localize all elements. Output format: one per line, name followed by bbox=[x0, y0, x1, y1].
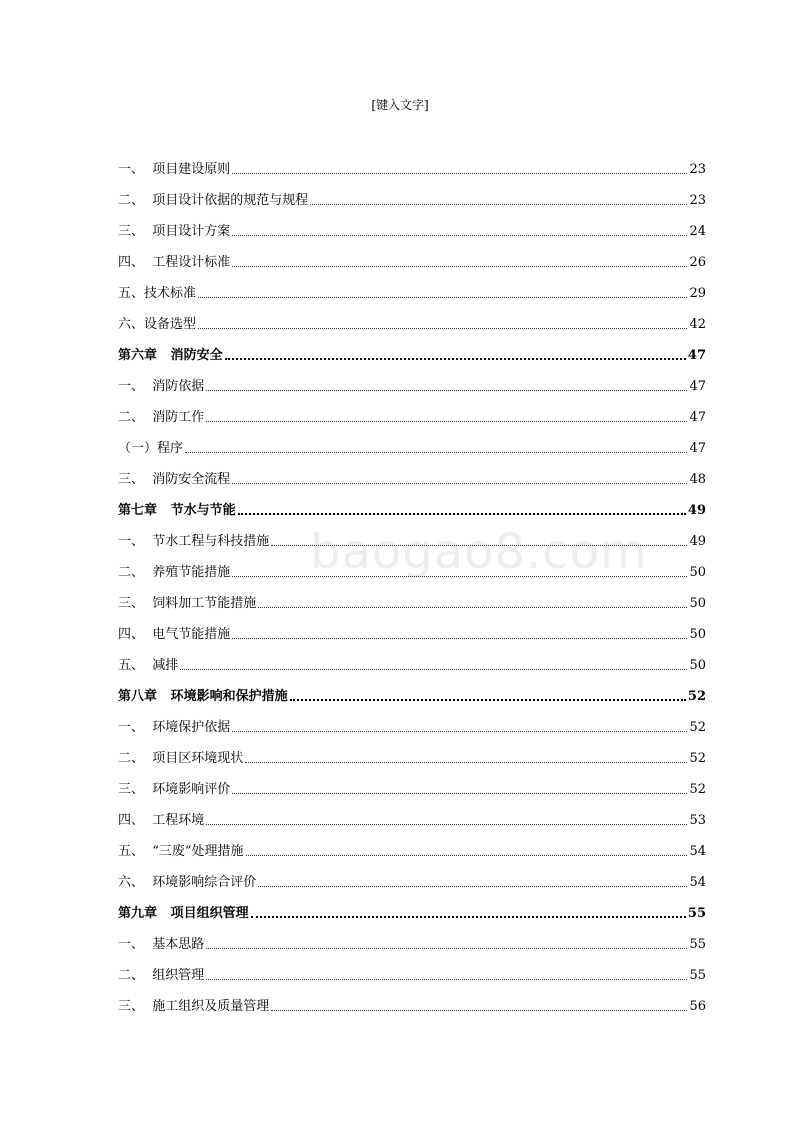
toc-entry-label: 六、 环境影响综合评价 bbox=[118, 875, 257, 890]
toc-leader-dots bbox=[271, 1009, 687, 1011]
toc-page-number: 50 bbox=[689, 658, 706, 673]
toc-entry-label: 三、 饲料加工节能措施 bbox=[118, 596, 257, 611]
toc-entry[interactable] bbox=[118, 581, 706, 612]
toc-entry-label: 五、 “三废”处理措施 bbox=[118, 844, 244, 859]
toc-entry[interactable] bbox=[118, 147, 706, 178]
toc-entry-label: 二、 组织管理 bbox=[118, 968, 205, 983]
toc-leader-dots bbox=[232, 234, 687, 236]
toc-leader-dots bbox=[251, 915, 686, 918]
toc-entry[interactable] bbox=[118, 767, 706, 798]
toc-chapter-entry[interactable] bbox=[118, 333, 706, 364]
toc-entry-label: 一、 项目建设原则 bbox=[118, 162, 231, 177]
toc-entry-label: 四、 工程设计标准 bbox=[118, 255, 231, 270]
toc-entry-label: 三、 施工组织及质量管理 bbox=[118, 999, 270, 1014]
toc-entry-label: 第八章 环境影响和保护措施 bbox=[118, 689, 288, 704]
toc-entry[interactable] bbox=[118, 984, 706, 1015]
toc-entry-label: （一）程序 bbox=[118, 441, 184, 456]
watermark: baogao8.com bbox=[310, 524, 648, 580]
toc-page-number: 42 bbox=[689, 317, 706, 332]
toc-entry[interactable] bbox=[118, 922, 706, 953]
toc-page-number: 54 bbox=[689, 875, 706, 890]
toc-leader-dots bbox=[310, 203, 687, 205]
toc-entry[interactable] bbox=[118, 705, 706, 736]
toc-page-number: 47 bbox=[687, 348, 706, 363]
toc-entry[interactable] bbox=[118, 457, 706, 488]
toc-page-number: 26 bbox=[689, 255, 706, 270]
toc-entry-label: 五、 减排 bbox=[118, 658, 179, 673]
toc-entry-label: 第九章 项目组织管理 bbox=[118, 906, 249, 921]
toc-chapter-entry[interactable] bbox=[118, 488, 706, 519]
toc-page-number: 50 bbox=[689, 565, 706, 580]
toc-entry[interactable] bbox=[118, 302, 706, 333]
toc-leader-dots bbox=[232, 172, 687, 174]
table-of-contents bbox=[118, 147, 706, 1015]
toc-page-number: 53 bbox=[689, 813, 706, 828]
toc-entry-label: 五、技术标准 bbox=[118, 286, 197, 301]
toc-leader-dots bbox=[232, 792, 687, 794]
toc-leader-dots bbox=[232, 482, 687, 484]
toc-entry[interactable] bbox=[118, 395, 706, 426]
toc-entry-label: 四、 工程环境 bbox=[118, 813, 205, 828]
toc-page-number: 23 bbox=[689, 193, 706, 208]
toc-leader-dots bbox=[206, 389, 687, 391]
toc-page-number: 56 bbox=[689, 999, 706, 1014]
toc-entry-label: 三、 项目设计方案 bbox=[118, 224, 231, 239]
toc-entry-label: 二、 养殖节能措施 bbox=[118, 565, 231, 580]
toc-entry-label: 一、 环境保护依据 bbox=[118, 720, 231, 735]
toc-page-number: 52 bbox=[687, 689, 706, 704]
toc-page-number: 52 bbox=[689, 720, 706, 735]
toc-leader-dots bbox=[180, 668, 687, 670]
toc-entry[interactable] bbox=[118, 519, 706, 550]
toc-entry[interactable] bbox=[118, 271, 706, 302]
toc-page-number: 52 bbox=[689, 751, 706, 766]
toc-entry[interactable] bbox=[118, 364, 706, 395]
toc-entry-label: 四、 电气节能措施 bbox=[118, 627, 231, 642]
toc-entry[interactable] bbox=[118, 426, 706, 457]
toc-entry[interactable] bbox=[118, 736, 706, 767]
toc-leader-dots bbox=[238, 512, 686, 515]
toc-entry-label: 一、 节水工程与科技措施 bbox=[118, 534, 270, 549]
toc-page-number: 47 bbox=[689, 379, 706, 394]
toc-leader-dots bbox=[185, 451, 687, 453]
toc-leader-dots bbox=[206, 420, 687, 422]
toc-leader-dots bbox=[290, 698, 686, 701]
toc-page-number: 47 bbox=[689, 410, 706, 425]
toc-leader-dots bbox=[198, 327, 687, 329]
toc-leader-dots bbox=[246, 854, 688, 856]
toc-entry-label: 六、设备选型 bbox=[118, 317, 197, 332]
toc-entry[interactable] bbox=[118, 798, 706, 829]
toc-entry[interactable] bbox=[118, 860, 706, 891]
toc-entry[interactable] bbox=[118, 953, 706, 984]
toc-leader-dots bbox=[232, 730, 687, 732]
toc-entry[interactable] bbox=[118, 209, 706, 240]
toc-leader-dots bbox=[198, 296, 687, 298]
toc-leader-dots bbox=[232, 575, 687, 577]
toc-leader-dots bbox=[258, 885, 687, 887]
toc-entry-label: 一、 消防依据 bbox=[118, 379, 205, 394]
toc-leader-dots bbox=[232, 637, 687, 639]
toc-leader-dots bbox=[206, 823, 687, 825]
toc-entry[interactable] bbox=[118, 829, 706, 860]
toc-page-number: 52 bbox=[689, 782, 706, 797]
toc-page-number: 55 bbox=[689, 968, 706, 983]
toc-leader-dots bbox=[225, 357, 686, 360]
toc-leader-dots bbox=[258, 606, 687, 608]
toc-leader-dots bbox=[206, 947, 687, 949]
toc-chapter-entry[interactable] bbox=[118, 674, 706, 705]
toc-page-number: 48 bbox=[689, 472, 706, 487]
toc-entry[interactable] bbox=[118, 178, 706, 209]
toc-entry-label: 二、 项目设计依据的规范与规程 bbox=[118, 193, 309, 208]
toc-entry[interactable] bbox=[118, 550, 706, 581]
toc-entry[interactable] bbox=[118, 240, 706, 271]
toc-entry-label: 三、 环境影响评价 bbox=[118, 782, 231, 797]
toc-leader-dots bbox=[232, 265, 687, 267]
toc-page-number: 54 bbox=[689, 844, 706, 859]
toc-entry-label: 一、 基本思路 bbox=[118, 937, 205, 952]
toc-page-number: 55 bbox=[689, 937, 706, 952]
toc-chapter-entry[interactable] bbox=[118, 891, 706, 922]
toc-page-number: 49 bbox=[689, 534, 706, 549]
toc-entry-label: 第六章 消防安全 bbox=[118, 348, 223, 363]
toc-page-number: 55 bbox=[687, 906, 706, 921]
toc-entry[interactable] bbox=[118, 643, 706, 674]
toc-entry-label: 二、 项目区环境现状 bbox=[118, 751, 244, 766]
toc-page-number: 24 bbox=[689, 224, 706, 239]
toc-leader-dots bbox=[271, 544, 687, 546]
toc-leader-dots bbox=[206, 978, 687, 980]
toc-entry-label: 三、 消防安全流程 bbox=[118, 472, 231, 487]
toc-page-number: 50 bbox=[689, 596, 706, 611]
toc-page-number: 23 bbox=[689, 162, 706, 177]
toc-page-number: 29 bbox=[689, 286, 706, 301]
toc-entry-label: 二、 消防工作 bbox=[118, 410, 205, 425]
toc-entry[interactable] bbox=[118, 612, 706, 643]
toc-entry-label: 第七章 节水与节能 bbox=[118, 503, 236, 518]
toc-page-number: 49 bbox=[687, 503, 706, 518]
toc-page-number: 47 bbox=[689, 441, 706, 456]
toc-leader-dots bbox=[245, 761, 687, 763]
page-header: [键入文字] bbox=[371, 98, 429, 112]
toc-page-number: 50 bbox=[689, 627, 706, 642]
